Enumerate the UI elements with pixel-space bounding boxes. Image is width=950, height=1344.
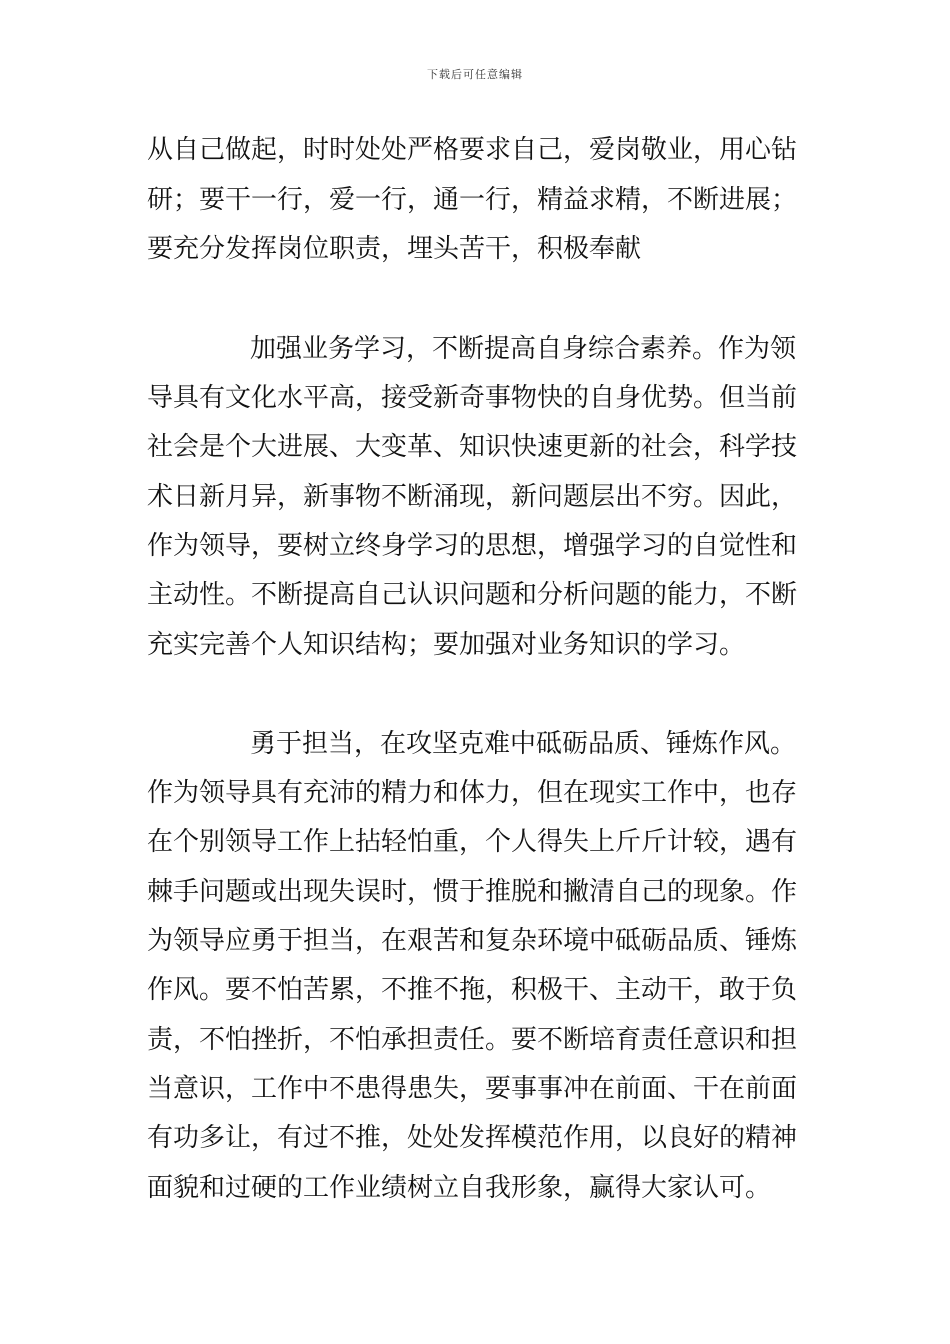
- paragraph-2-line-3: 社会是个大进展、大变革、知识快速更新的社会，科学技: [147, 432, 798, 462]
- paragraph-1-line-1: 从自己做起，时时处处严格要求自己，爱岗敬业，用心钻: [147, 135, 798, 165]
- paragraph-1-line-2: 研；要干一行，爱一行，通一行，精益求精，不断进展；: [147, 185, 798, 215]
- paragraph-3-line-2: 作为领导具有充沛的精力和体力，但在现实工作中，也存: [147, 778, 798, 808]
- paragraph-3-line-10: 面貌和过硬的工作业绩树立自我形象，赢得大家认可。: [147, 1173, 772, 1203]
- paragraph-3-line-4: 棘手问题或出现失误时，惯于推脱和撇清自己的现象。作: [147, 877, 798, 907]
- page-header: 下载后可任意编辑: [427, 68, 523, 81]
- paragraph-2-line-7: 充实完善个人知识结构；要加强对业务知识的学习。: [147, 630, 746, 660]
- paragraph-1-line-3: 要充分发挥岗位职责，埋头苦干，积极奉献: [147, 234, 642, 264]
- paragraph-2-line-1: 加强业务学习，不断提高自身综合素养。作为领: [250, 334, 797, 364]
- paragraph-3-line-7: 责，不怕挫折，不怕承担责任。要不断培育责任意识和担: [147, 1025, 798, 1055]
- paragraph-3-line-1: 勇于担当，在攻坚克难中砥砺品质、锤炼作风。: [250, 729, 797, 759]
- paragraph-3-line-5: 为领导应勇于担当，在艰苦和复杂环境中砥砺品质、锤炼: [147, 926, 798, 956]
- paragraph-2-line-2: 导具有文化水平高，接受新奇事物快的自身优势。但当前: [147, 383, 798, 413]
- paragraph-3-line-6: 作风。要不怕苦累，不推不拖，积极干、主动干，敢于负: [147, 975, 798, 1005]
- paragraph-2-line-4: 术日新月异，新事物不断涌现，新问题层出不穷。因此，: [147, 482, 798, 512]
- paragraph-2-line-6: 主动性。不断提高自己认识问题和分析问题的能力，不断: [147, 580, 798, 610]
- paragraph-3-line-3: 在个别领导工作上拈轻怕重，个人得失上斤斤计较，遇有: [147, 827, 798, 857]
- paragraph-2-line-5: 作为领导，要树立终身学习的思想，增强学习的自觉性和: [147, 531, 798, 561]
- paragraph-3-line-9: 有功多让，有过不推，处处发挥模范作用，以良好的精神: [147, 1123, 798, 1153]
- paragraph-3-line-8: 当意识，工作中不患得患失，要事事冲在前面、干在前面: [147, 1074, 798, 1104]
